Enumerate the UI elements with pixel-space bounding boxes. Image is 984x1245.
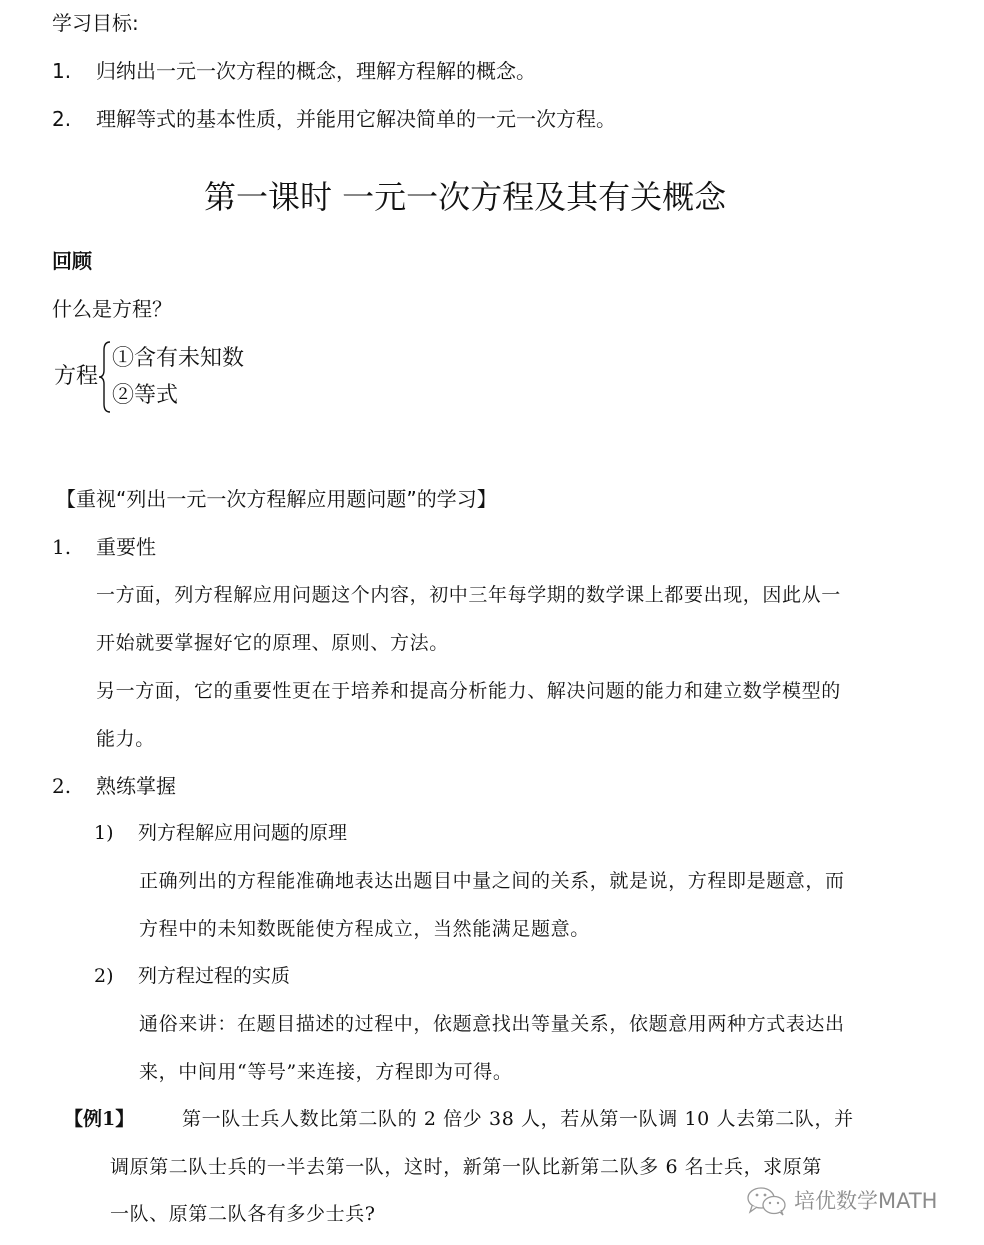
watermark [746, 1186, 937, 1216]
paragraph-line: 开始就要掌握好它的原理、原则、方法。 [96, 632, 449, 654]
subsection-number: 2) [94, 965, 114, 987]
subsection-heading [94, 963, 290, 989]
subsection-line: 正确列出的方程能准确地表达出题目中量之间的关系，就是说，方程即是题意，而 [139, 870, 845, 892]
section-heading [52, 773, 176, 799]
equation-definition [54, 340, 244, 414]
paragraph-line: 一方面，列方程解应用问题这个内容，初中三年每学期的数学课上都要出现，因此从一 [96, 584, 841, 606]
subsection-line: 通俗来讲：在题目描述的过程中，依题意找出等量关系，依题意用两种方式表达出 [139, 1013, 845, 1035]
example-label: 【例1】 [64, 1108, 135, 1130]
section-number: 1. [52, 535, 72, 559]
condition-item: ①含有未知数 [112, 346, 245, 371]
subsection-heading [94, 820, 347, 846]
section-title: 重要性 [96, 535, 156, 559]
objective-item [52, 58, 536, 84]
lesson-title: 第一课时 一元一次方程及其有关概念 [204, 178, 727, 216]
review-question: 什么是方程？ [52, 297, 172, 321]
left-brace-icon [98, 340, 112, 414]
subsection-title: 列方程过程的实质 [138, 965, 291, 987]
watermark-text: 培优数学MATH [794, 1189, 938, 1213]
objective-text: 归纳出一元一次方程的概念，理解方程解的概念。 [96, 59, 536, 83]
definition-conditions [112, 340, 244, 414]
condition-item: ②等式 [112, 383, 179, 408]
subsection-number: 1) [94, 822, 114, 844]
review-heading: 回顾 [52, 249, 92, 273]
subsection-title: 列方程解应用问题的原理 [138, 822, 348, 844]
paragraph-line: 另一方面，它的重要性更在于培养和提高分析能力、解决问题的能力和建立数学模型的 [96, 680, 841, 702]
paragraph-line: 能力。 [96, 728, 155, 750]
section-number: 2. [52, 774, 72, 798]
emphasis-heading: 【重视“列出一元一次方程解应用题问题”的学习】 [56, 487, 497, 511]
subsection-line: 来，中间用“等号”来连接，方程即为可得。 [139, 1061, 513, 1083]
section-title: 熟练掌握 [96, 774, 176, 798]
objective-text: 理解等式的基本性质，并能用它解决简单的一元一次方程。 [96, 107, 616, 131]
objective-number: 2. [52, 107, 72, 131]
objective-number: 1. [52, 59, 72, 83]
definition-term: 方程 [54, 364, 99, 389]
wechat-icon [746, 1186, 788, 1216]
example-line: 调原第二队士兵的一半去第一队，这时，新第一队比新第二队多 6 名士兵，求原第 [110, 1156, 822, 1178]
example-line: 第一队士兵人数比第二队的 2 倍少 38 人，若从第一队调 10 人去第二队，并 [182, 1108, 854, 1130]
objective-item [52, 106, 616, 132]
section-heading [52, 534, 156, 560]
example-line: 一队、原第二队各有多少士兵? [110, 1203, 376, 1225]
subsection-line: 方程中的未知数既能使方程成立，当然能满足题意。 [139, 918, 590, 940]
objectives-heading: 学习目标: [52, 11, 139, 35]
